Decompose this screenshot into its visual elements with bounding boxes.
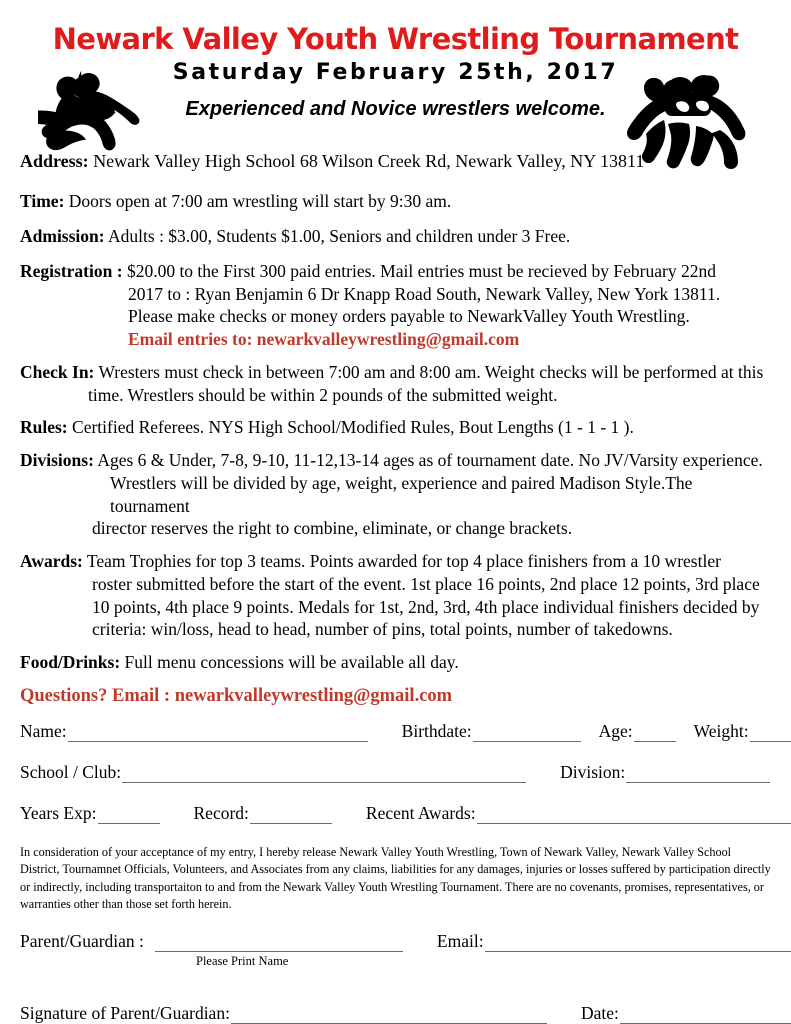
birthdate-input[interactable] <box>473 726 581 742</box>
awards-line1: Team Trophies for top 3 teams. Points awarded for top 4 place finishers from a 10 wrestler <box>82 551 721 572</box>
check-in-label: Check In: <box>20 361 95 382</box>
section-check-in <box>20 361 773 407</box>
email-input[interactable] <box>485 936 791 952</box>
signature-block <box>20 931 773 1024</box>
section-registration <box>20 260 773 351</box>
form-row-school-club <box>20 762 773 783</box>
signature-label: Signature of Parent/Guardian: <box>20 1003 230 1024</box>
section-address <box>20 150 773 173</box>
food-drinks-text: Full menu concessions will be available all day. <box>120 652 459 673</box>
event-tagline: Experienced and Novice wrestlers welcome. <box>185 98 606 120</box>
age-label: Age: <box>598 720 633 741</box>
time-text: Doors open at 7:00 am wrestling will start by 9:30 am. <box>64 191 452 212</box>
food-drinks-label: Food/Drinks: <box>20 652 121 673</box>
record-input[interactable] <box>250 808 332 824</box>
division-input[interactable] <box>626 767 770 783</box>
awards-label: Awards: <box>20 551 83 572</box>
form-row-name <box>20 721 773 742</box>
registration-line1: $20.00 to the First 300 paid entries. Mail entries must be recieved by February 22nd <box>122 260 716 281</box>
registration-form <box>20 721 773 824</box>
page-title: Newark Valley Youth Wrestling Tournament <box>52 22 739 56</box>
check-in-line1: Wresters must check in between 7:00 am and 8:00 am. Weight checks will be performed at this <box>94 361 764 382</box>
date-input[interactable] <box>620 1008 791 1024</box>
rules-label: Rules: <box>20 417 68 438</box>
admission-label: Admission: <box>20 226 105 247</box>
parent-guardian-input[interactable] <box>155 936 403 952</box>
parent-guardian-label: Parent/Guardian : <box>20 931 144 952</box>
registration-line3: Please make checks or money orders payable to NewarkValley Youth Wrestling. <box>128 306 690 327</box>
signature-input[interactable] <box>231 1008 547 1024</box>
registration-line2: 2017 to : Ryan Benjamin 6 Dr Knapp Road South, Newark Valley, New York 13811. <box>128 283 721 304</box>
division-label: Division: <box>560 761 626 782</box>
registration-label: Registration : <box>20 260 123 281</box>
section-rules <box>20 416 773 439</box>
weight-label: Weight: <box>693 720 749 741</box>
recent-awards-label: Recent Awards: <box>365 802 476 823</box>
recent-awards-input[interactable] <box>477 808 791 824</box>
divisions-line2: Wrestlers will be divided by age, weight, experience and paired Madison Style.The tournament <box>110 472 693 516</box>
age-input[interactable] <box>634 726 676 742</box>
form-row-parent-guardian <box>20 931 773 952</box>
form-row-experience <box>20 803 773 824</box>
school-club-input[interactable] <box>122 767 526 783</box>
section-time <box>20 190 773 213</box>
awards-line2: roster submitted before the start of the event. 1st place 16 points, 2nd place 12 points, 3rd place <box>92 573 760 594</box>
rules-text: Certified Referees. NYS High School/Modified Rules, Bout Lengths (1 - 1 - 1 ). <box>67 417 634 438</box>
admission-text: Adults : $3.00, Students $1.00, Seniors and children under 3 Free. <box>104 226 571 247</box>
print-name-caption: Please Print Name <box>196 954 289 969</box>
record-label: Record: <box>193 802 249 823</box>
school-club-label: School / Club: <box>20 761 122 782</box>
questions-email-line[interactable]: Questions? Email : newarkvalleywrestling@gmail.com <box>20 685 453 706</box>
section-food-drinks <box>20 651 773 674</box>
section-divisions <box>20 449 773 540</box>
flyer-body <box>0 150 791 1024</box>
divisions-line1: Ages 6 & Under, 7-8, 9-10, 11-12,13-14 ages as of tournament date. No JV/Varsity experience. <box>93 450 763 471</box>
registration-email-line[interactable]: Email entries to: newarkvalleywrestling@gmail.com <box>128 329 520 350</box>
awards-line4: criteria: win/loss, head to head, number of pins, total points, number of takedowns. <box>92 619 673 640</box>
event-date: Saturday February 25th, 2017 <box>172 60 619 85</box>
years-exp-label: Years Exp: <box>20 802 97 823</box>
name-label: Name: <box>20 720 67 741</box>
weight-input[interactable] <box>750 726 791 742</box>
name-input[interactable] <box>68 726 368 742</box>
section-admission <box>20 225 773 248</box>
address-label: Address: <box>20 151 89 171</box>
divisions-line3: director reserves the right to combine, eliminate, or change brackets. <box>92 518 573 539</box>
date-label: Date: <box>580 1003 619 1024</box>
time-label: Time: <box>20 191 65 212</box>
years-exp-input[interactable] <box>98 808 160 824</box>
birthdate-label: Birthdate: <box>401 720 472 741</box>
divisions-label: Divisions: <box>20 450 94 471</box>
flyer-header <box>0 0 791 150</box>
waiver-text: In consideration of your acceptance of my entry, I hereby release Newark Valley Youth Wrestling, Town of Newark Valley, Newark Valley School District, Tournamnet Officials, Volunteers, and Associates from any claims, liabilities for any damages, injuries or losses suffered by participation directly or indirectly, including transportaiton to and from the Newark Valley Youth Wrestling Tournament. There are no covenants, promises, representatives, or warranties other than those set forth herein. <box>20 844 771 911</box>
check-in-line2: time. Wrestlers should be within 2 pounds of the submitted weight. <box>88 384 558 405</box>
address-text: Newark Valley High School 68 Wilson Creek Rd, Newark Valley, NY 13811 <box>88 151 645 171</box>
email-label: Email: <box>436 931 484 952</box>
awards-line3: 10 points, 4th place 9 points. Medals for 1st, 2nd, 3rd, 4th place individual finishers decided by <box>92 596 760 617</box>
form-row-signature <box>20 1003 773 1024</box>
section-awards <box>20 550 773 641</box>
